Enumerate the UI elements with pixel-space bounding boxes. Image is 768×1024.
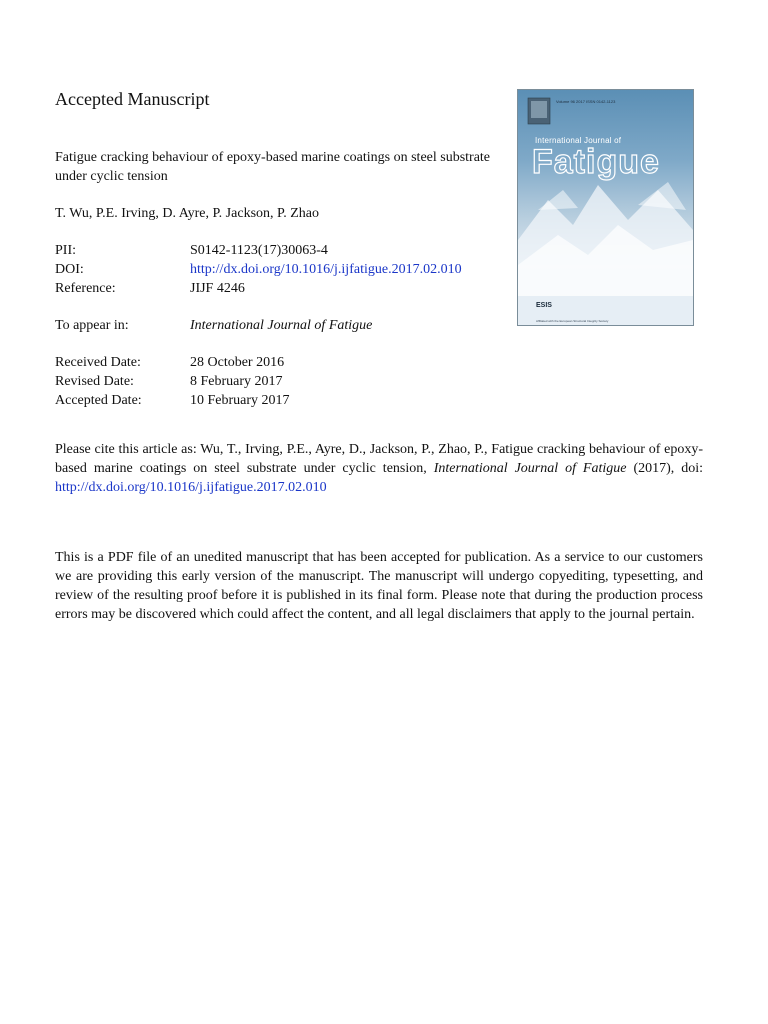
author-list: T. Wu, P.E. Irving, D. Ayre, P. Jackson, P. Zhao	[55, 206, 320, 221]
article-title: Fatigue cracking behaviour of epoxy-based marine coatings on steel substrate under cyclic tension	[55, 150, 491, 184]
doi-row	[55, 260, 515, 279]
journal-cover-image	[517, 89, 694, 326]
reference-row	[55, 279, 515, 298]
citation-paragraph	[55, 440, 703, 497]
citation-text: Please cite this article as: Wu, T., Irving, P.E., Ayre, D., Jackson, P., Zhao, P., Fatigue cracking behaviour of epoxy-based marine coatings on steel substrate under cyclic tension,	[55, 442, 703, 476]
cover-journal-name: Fatigue	[532, 143, 660, 181]
reference-label: Reference:	[55, 281, 116, 296]
revised-label: Revised Date:	[55, 374, 134, 389]
citation-journal: International Journal of Fatigue	[433, 461, 627, 476]
received-date: 28 October 2016	[190, 355, 285, 370]
doi-label: DOI:	[55, 262, 84, 277]
pii-row	[55, 241, 515, 260]
cover-volume-line: Volume 96 2017 ISSN 0142-1123	[556, 99, 616, 104]
cover-background-art	[518, 90, 693, 325]
doi-link[interactable]: http://dx.doi.org/10.1016/j.ijfatigue.2017.02.010	[190, 262, 462, 277]
journal-name: International Journal of Fatigue	[190, 318, 373, 333]
pii-label: PII:	[55, 243, 76, 258]
received-row	[55, 353, 515, 372]
accepted-row	[55, 391, 515, 410]
pii-value: S0142-1123(17)30063-4	[190, 243, 328, 258]
cover-journal-prefix: International Journal of	[535, 136, 622, 145]
revised-date: 8 February 2017	[190, 374, 283, 389]
reference-value: JIJF 4246	[190, 281, 245, 296]
page-heading: Accepted Manuscript	[55, 89, 210, 109]
accepted-date: 10 February 2017	[190, 393, 290, 408]
cover-publisher-logo: ESIS	[536, 302, 552, 309]
appear-row	[55, 316, 515, 335]
revised-row	[55, 372, 515, 391]
accepted-label: Accepted Date:	[55, 393, 142, 408]
received-label: Received Date:	[55, 355, 141, 370]
appear-label: To appear in:	[55, 318, 129, 333]
cover-affiliation: Affiliated with the European Structural Integrity Society	[536, 319, 609, 323]
citation-middle: (2017), doi:	[626, 461, 704, 476]
citation-doi-link[interactable]: http://dx.doi.org/10.1016/j.ijfatigue.2017.02.010	[55, 480, 327, 495]
disclaimer-paragraph: This is a PDF file of an unedited manuscript that has been accepted for publication. As a service to our customers we are providing this early version of the manuscript. The manuscript will undergo copyediting, typesetting, and review of the resulting proof before it is published in its final form. Please note that during the production process errors may be discovered which could affect the content, and all legal disclaimers that apply to the journal pertain.	[55, 550, 703, 622]
